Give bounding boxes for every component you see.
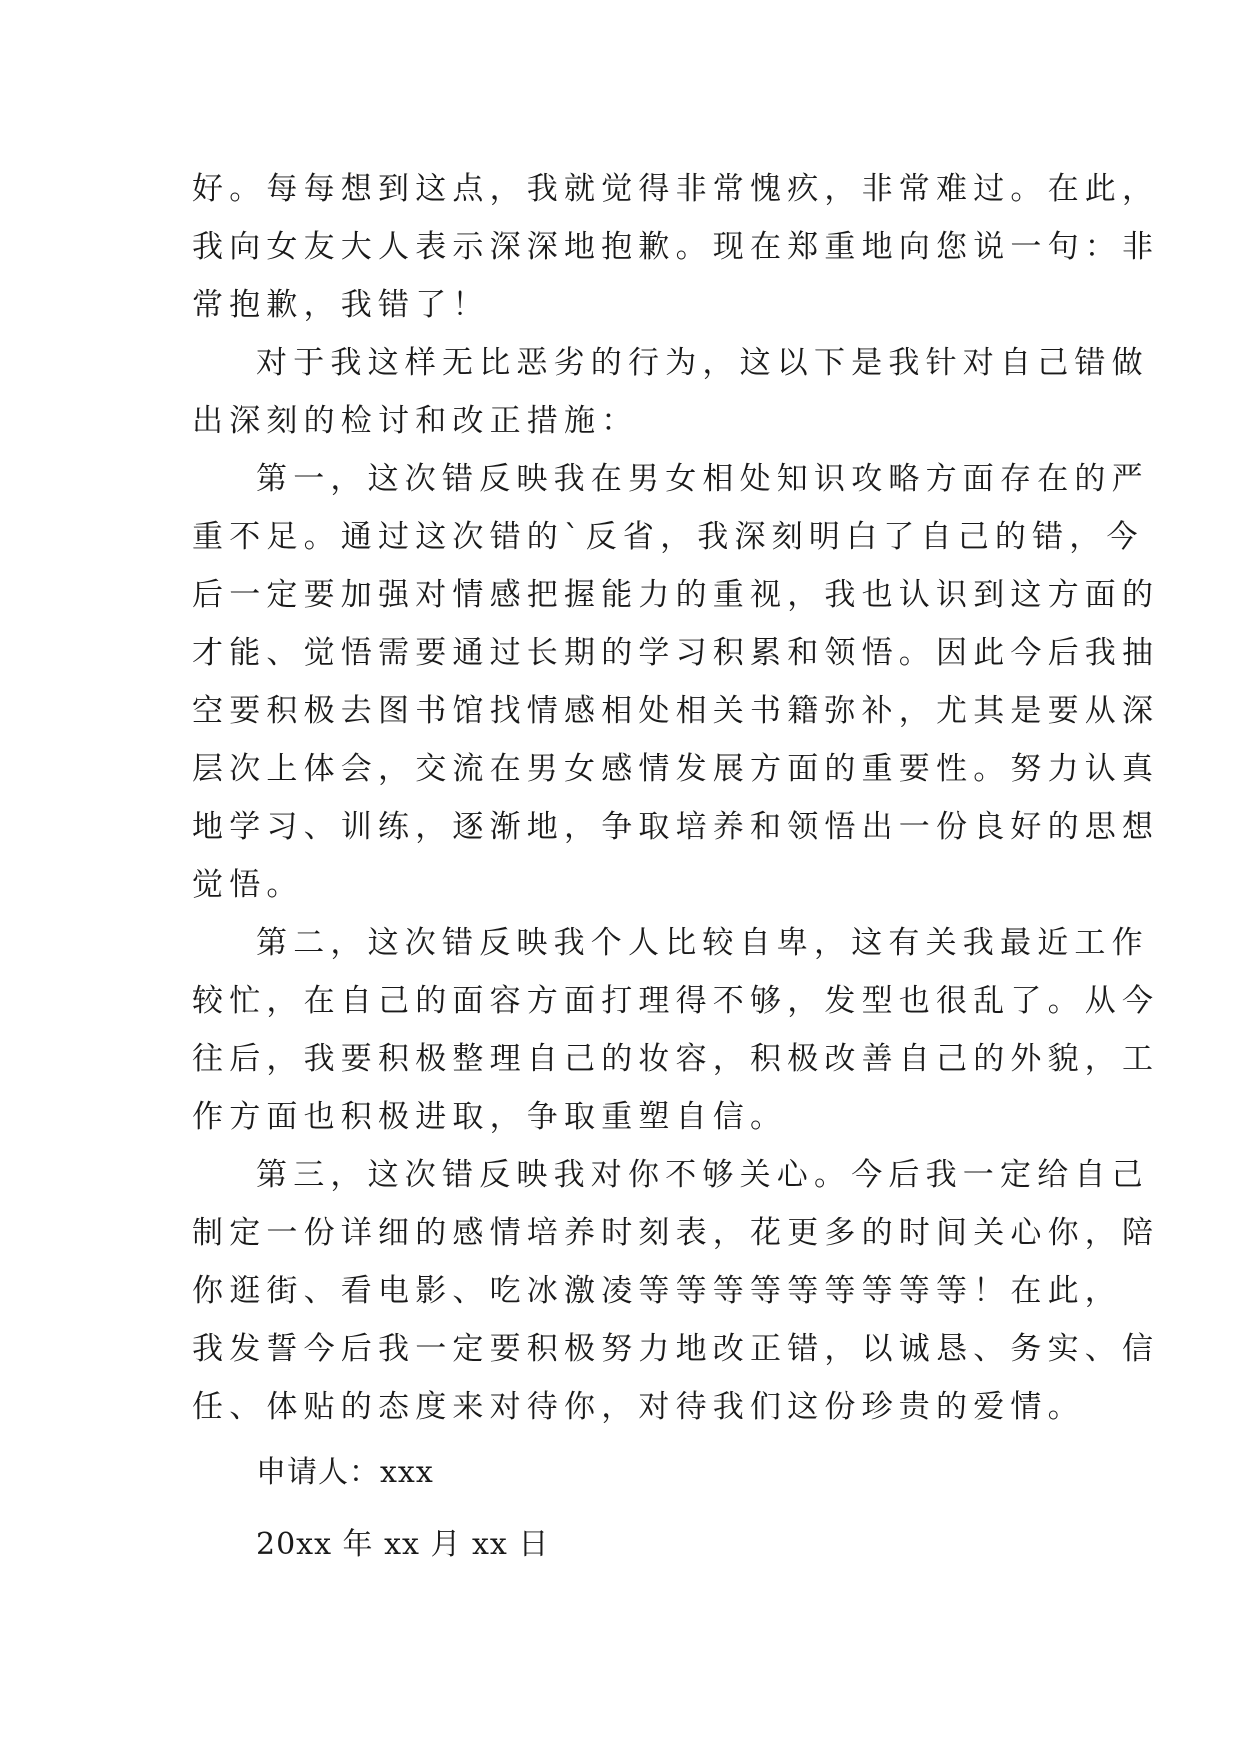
text-line: 作方面也积极进取，争取重塑自信。 (192, 1099, 788, 1135)
text-line: 第三，这次错反映我对你不够关心。今后我一定给自己 (256, 1157, 1149, 1193)
text-line: 觉悟。 (192, 867, 304, 903)
text-line: 往后，我要积极整理自己的妆容，积极改善自己的外貌，工 (192, 1041, 1160, 1077)
paragraph (192, 160, 1160, 334)
text-line: 层次上体会，交流在男女感情发展方面的重要性。努力认真 (192, 751, 1160, 787)
signature-applicant: 申请人：xxx (256, 1455, 434, 1490)
text-line: 对于我这样无比恶劣的行为，这以下是我针对自己错做 (256, 345, 1149, 381)
paragraph (192, 1146, 1160, 1436)
paragraph (192, 450, 1160, 914)
text-line: 地学习、训练，逐渐地，争取培养和领悟出一份良好的思想 (192, 809, 1160, 845)
text-line: 好。每每想到这点，我就觉得非常愧疚，非常难过。在此， (192, 171, 1160, 207)
text-line: 第二，这次错反映我个人比较自卑，这有关我最近工作 (256, 925, 1149, 961)
text-line: 我发誓今后我一定要积极努力地改正错，以诚恳、务实、信 (192, 1331, 1160, 1367)
text-line: 重不足。通过这次错的`反省，我深刻明白了自己的错，今 (192, 519, 1144, 555)
text-line: 出深刻的检讨和改正措施： (192, 403, 639, 439)
text-line: 空要积极去图书馆找情感相处相关书籍弥补，尤其是要从深 (192, 693, 1160, 729)
text-line: 常抱歉，我错了！ (192, 287, 490, 323)
text-line: 你逛街、看电影、吃冰激凌等等等等等等等等等！在此， (192, 1273, 1122, 1309)
document-body (192, 160, 1160, 1574)
text-line: 较忙，在自己的面容方面打理得不够，发型也很乱了。从今 (192, 983, 1160, 1019)
text-line: 才能、觉悟需要通过长期的学习积累和领悟。因此今后我抽 (192, 635, 1160, 671)
text-line: 第一，这次错反映我在男女相处知识攻略方面存在的严 (256, 461, 1149, 497)
text-line: 任、体贴的态度来对待你，对待我们这份珍贵的爱情。 (192, 1389, 1085, 1425)
text-line: 我向女友大人表示深深地抱歉。现在郑重地向您说一句：非 (192, 229, 1160, 265)
signature-date: 20xx 年 xx 月 xx 日 (256, 1527, 550, 1562)
text-line: 制定一份详细的感情培养时刻表，花更多的时间关心你，陪 (192, 1215, 1160, 1251)
text-line: 后一定要加强对情感把握能力的重视，我也认识到这方面的 (192, 577, 1160, 613)
paragraph (192, 334, 1149, 450)
paragraph (192, 914, 1160, 1146)
